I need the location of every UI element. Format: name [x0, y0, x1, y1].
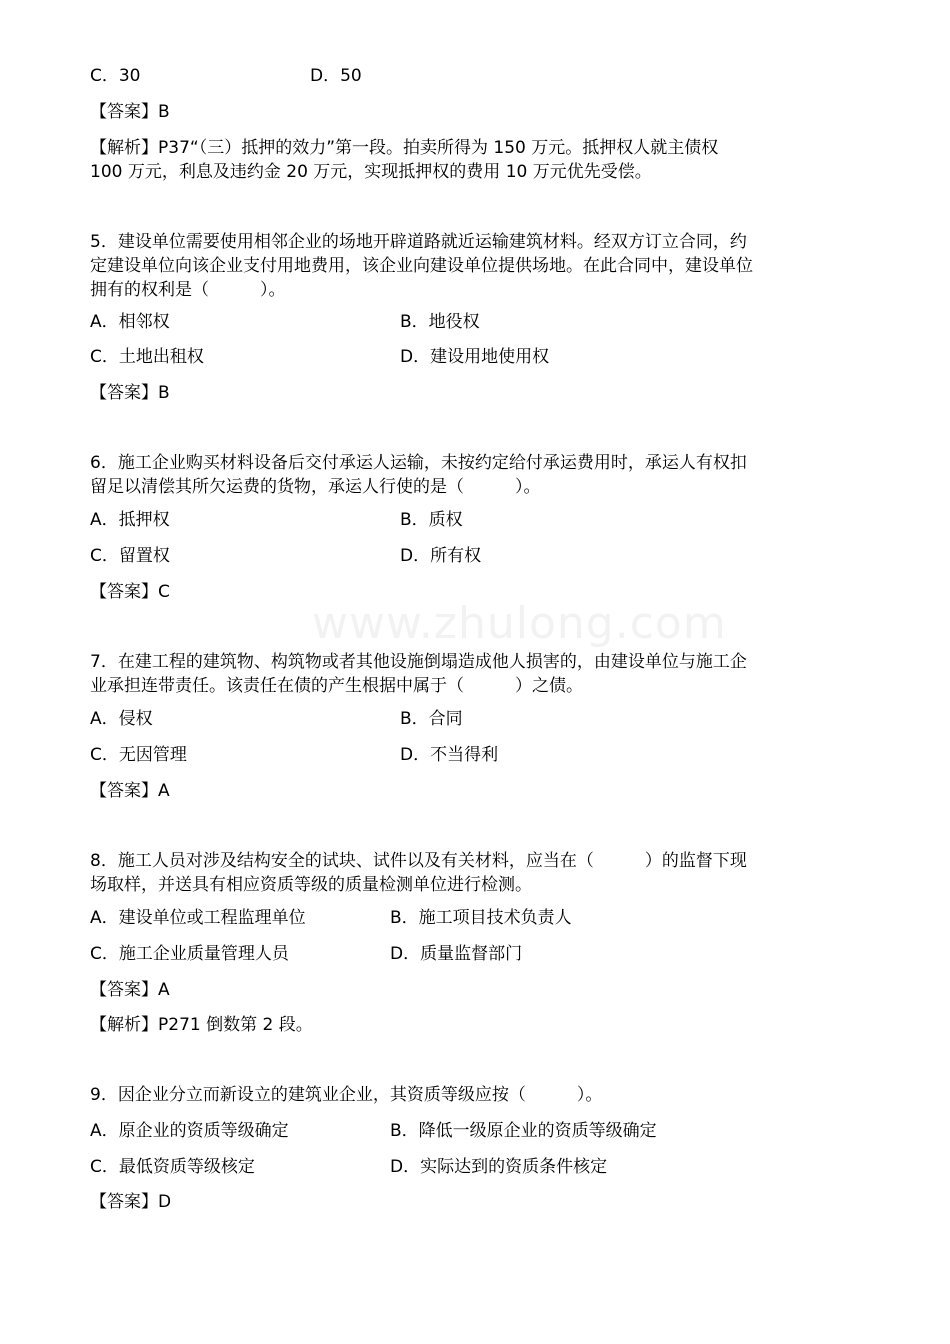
q7-stem-line1: 7．在建工程的建筑物、构筑物或者其他设施倒塌造成他人损害的，由建设单位与施工企	[90, 652, 747, 672]
q9-option-d: D．实际达到的资质条件核定	[390, 1157, 608, 1177]
q8-stem-line2: 场取样，并送具有相应资质等级的质量检测单位进行检测。	[90, 875, 532, 895]
q6-option-d: D．所有权	[400, 546, 482, 566]
q9-stem-line1: 9．因企业分立而新设立的建筑业企业，其资质等级应按（ ）。	[90, 1085, 603, 1105]
q5-stem-line3: 拥有的权利是（ ）。	[90, 280, 286, 300]
q8-option-d: D．质量监督部门	[390, 944, 523, 964]
q6-option-c: C．留置权	[90, 546, 170, 566]
q9-option-a: A．原企业的资质等级确定	[90, 1121, 289, 1141]
q6-option-a: A．抵押权	[90, 510, 170, 530]
q7-option-d: D．不当得利	[400, 745, 499, 765]
q9-option-c: C．最低资质等级核定	[90, 1157, 255, 1177]
q6-stem-line2: 留足以清偿其所欠运费的货物，承运人行使的是（ ）。	[90, 477, 541, 497]
q8-option-c: C．施工企业质量管理人员	[90, 944, 289, 964]
q5-option-b: B．地役权	[400, 312, 480, 332]
q7-answer: 【答案】A	[90, 781, 170, 801]
q5-option-c: C．土地出租权	[90, 347, 204, 367]
q7-option-a: A．侵权	[90, 709, 153, 729]
q9-option-b: B．降低一级原企业的资质等级确定	[390, 1121, 657, 1141]
q7-option-c: C．无因管理	[90, 745, 187, 765]
q4-analysis-line2: 100 万元，利息及违约金 20 万元，实现抵押权的费用 10 万元优先受偿。	[90, 162, 652, 182]
q6-answer: 【答案】C	[90, 582, 170, 602]
q4-option-c: C．30	[90, 66, 141, 86]
q4-analysis-line1: 【解析】P37“（三）抵押的效力”第一段。拍卖所得为 150 万元。抵押权人就主债权	[90, 138, 719, 158]
q5-stem-line2: 定建设单位向该企业支付用地费用，该企业向建设单位提供场地。在此合同中，建设单位	[90, 256, 753, 276]
q9-answer: 【答案】D	[90, 1192, 172, 1212]
q4-option-d: D．50	[310, 66, 362, 86]
q8-option-b: B．施工项目技术负责人	[390, 908, 572, 928]
q6-option-b: B．质权	[400, 510, 463, 530]
q8-stem-line1: 8．施工人员对涉及结构安全的试块、试件以及有关材料，应当在（ ）的监督下现	[90, 851, 747, 871]
q8-option-a: A．建设单位或工程监理单位	[90, 908, 306, 928]
q4-answer: 【答案】B	[90, 102, 170, 122]
q6-stem-line1: 6．施工企业购买材料设备后交付承运人运输，未按约定给付承运费用时，承运人有权扣	[90, 453, 747, 473]
q7-option-b: B．合同	[400, 709, 463, 729]
q5-option-d: D．建设用地使用权	[400, 347, 550, 367]
q5-stem-line1: 5．建设单位需要使用相邻企业的场地开辟道路就近运输建筑材料。经双方订立合同，约	[90, 232, 747, 252]
watermark: www.zhulong.com	[312, 598, 727, 649]
q8-answer: 【答案】A	[90, 980, 170, 1000]
q5-option-a: A．相邻权	[90, 312, 170, 332]
q7-stem-line2: 业承担连带责任。该责任在债的产生根据中属于（ ）之债。	[90, 676, 583, 696]
q8-analysis: 【解析】P271 倒数第 2 段。	[90, 1015, 313, 1035]
q5-answer: 【答案】B	[90, 383, 170, 403]
